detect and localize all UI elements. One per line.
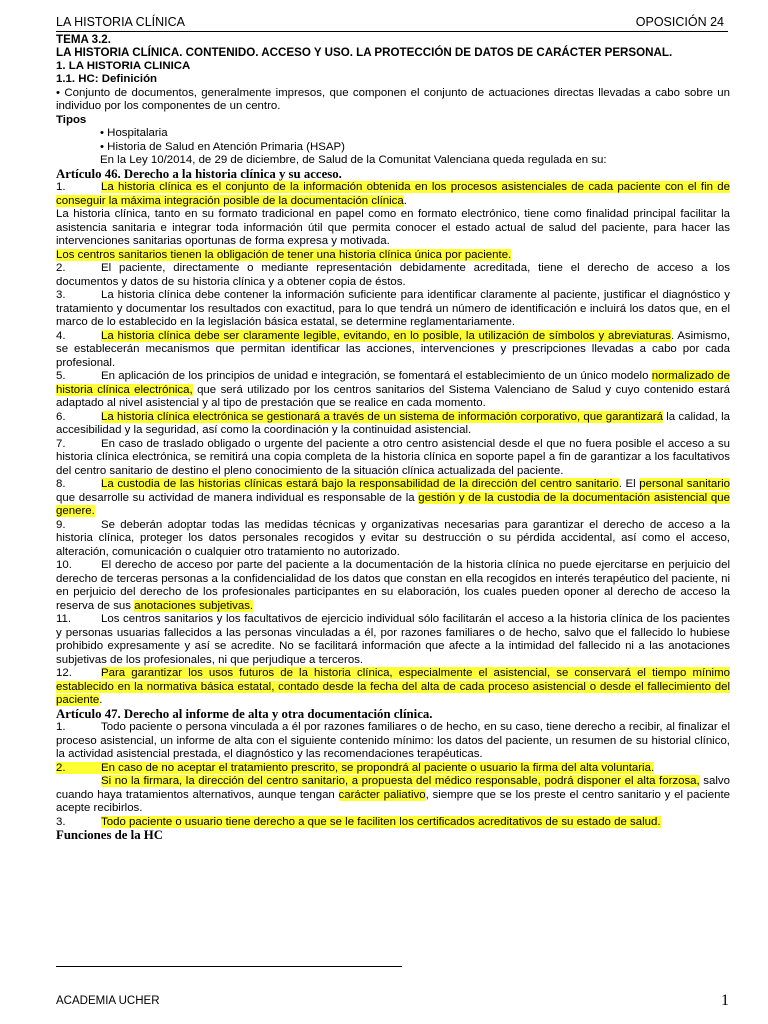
tipo-item: • Hospitalaria	[100, 127, 168, 140]
tema-title: LA HISTORIA CLÍNICA. CONTENIDO. ACCESO Y USO. LA PROTECCIÓN DE DATOS DE CARÁCTER PERSONAL.	[56, 46, 673, 60]
article-paragraph	[56, 249, 730, 263]
paragraph-number: 5.	[56, 370, 66, 383]
footer-rule	[56, 966, 402, 967]
paragraph-text: El paciente, directamente o mediante representación debidamente acreditada, tiene el derecho de acceso a los documentos y datos de su historia clínica y a obtener copia de éstos.	[56, 262, 730, 288]
highlighted-text: normalizado de historia clínica electrónica,	[56, 370, 731, 396]
paragraph-text: . El	[618, 478, 640, 491]
ley-reference: En la Ley 10/2014, de 29 de diciembre, de Salud de la Comunitat Valenciana queda regulada en su:	[100, 154, 607, 167]
section-heading: 1. LA HISTORIA CLINICA	[56, 59, 191, 72]
paragraph-text: En caso de traslado obligado o urgente del paciente a otro centro asistencial desde el que no fuera posible el acceso a su historia clínica electrónica, se remitirá una copia completa de la historia clínica en soporte papel a fin de garantizar a los facultativos del centro sanitario de destino el pleno conocimiento de la situación clínica actualizada del paciente.	[56, 437, 730, 477]
highlighted-text: Los centros sanitarios tienen la obligación de tener una historia clínica única por paciente.	[56, 248, 512, 261]
paragraph-number: 6.	[56, 410, 66, 423]
paragraph-text: Se deberán adoptar todas las medidas técnicas y organizativas necesarias para garantizar el derecho de acceso a la historia clínica, proteger los datos personales recogidos y evitar su destrucción o su pérdida accidental, así como el acceso, alteración, comunicación o cualquier otro tratamiento no autorizado.	[56, 518, 730, 558]
article-paragraph	[56, 289, 730, 330]
paragraph-text: , siempre que se los preste el centro sanitario y el paciente acepte recibirlos.	[56, 788, 730, 815]
paragraph-number: 10.	[56, 559, 72, 572]
highlighted-text: La historia clínica debe ser claramente legible, evitando, en lo posible, la utilización de símbolos y abreviaturas	[101, 329, 671, 342]
highlighted-text: En caso de no aceptar el tratamiento prescrito, se propondrá al paciente o usuario la firma del alta voluntaria.	[101, 761, 655, 774]
paragraph-number: 3.	[56, 815, 66, 828]
article-paragraph	[56, 762, 730, 776]
article-paragraph	[56, 667, 730, 708]
page-number: 1	[721, 992, 729, 1009]
article-paragraph	[56, 330, 730, 371]
article-paragraph	[56, 262, 730, 289]
paragraph-text: salvo cuando haya tratamientos alternativos, aunque tengan	[56, 775, 730, 801]
tipos-label: Tipos	[56, 113, 87, 126]
highlighted-text: La historia clínica es el conjunto de la información obtenida en los procesos asistenciales de cada paciente con el fin de conseguir la máxima integración posible de la documentación clínica	[56, 181, 730, 207]
paragraph-number: 1.	[56, 721, 66, 734]
highlighted-text: Todo paciente o usuario tiene derecho a que se le faciliten los certificados acreditativos de su estado de salud.	[101, 815, 661, 828]
paragraph-number: 7.	[56, 437, 66, 450]
paragraph-text: . Asimismo, se establecerán mecanismos que permitan identificar las acciones, intervenciones y prescripciones llevadas a cabo por cada profesional.	[56, 329, 730, 369]
article-paragraph	[56, 411, 730, 438]
paragraph-text: El derecho de acceso por parte del paciente a la documentación de la historia clínica no puede ejercitarse en perjuicio del derecho de terceras personas a la confidencialidad de los datos que constan en ella recogidos en interés terapéutico del paciente, ni en perjuicio del derecho de los profesionales participantes en su elaboración, los cuales pueden oponer al derecho de acceso la reserva de sus	[56, 559, 730, 612]
article-heading: Artículo 46. Derecho a la historia clínica y su acceso.	[56, 166, 342, 181]
paragraph-number: 2.	[56, 262, 66, 275]
article-paragraph	[56, 816, 730, 830]
hc-definition: • Conjunto de documentos, generalmente impresos, que componen el conjunto de actuaciones directas llevadas a cabo sobre un individuo por los componentes de un centro.	[56, 86, 730, 113]
running-header	[56, 14, 728, 32]
paragraph-number: 1.	[56, 181, 66, 194]
article-paragraph	[56, 478, 730, 519]
article-paragraph	[56, 370, 730, 411]
article-paragraph	[56, 519, 730, 560]
paragraph-text: En aplicación de los principios de unidad e integración, se fomentará el establecimiento de un único modelo	[101, 370, 652, 383]
paragraph-text: Los centros sanitarios y los facultativos de ejercicio individual sólo facilitarán el acceso a la historia clínica de los pacientes y personas usuarias fallecidos a las personas vinculadas a él, por razones familiares o de hecho, salvo que el fallecido lo hubiese prohibido expresamente y así se acredite. No se facilitará información que afecte a la intimidad del fallecido ni a las anotaciones subjetivas de los profesionales, ni que perjudique a terceros.	[56, 613, 730, 666]
paragraph-text: la calidad, la accesibilidad y la seguridad, así como la coordinación y la continuidad asistencial.	[56, 410, 730, 437]
highlighted-text: Para garantizar los usos futuros de la historia clínica, especialmente el asistencial, se conservará el tiempo mínimo establecido en la normativa básica estatal, contado desde la fecha del alta de cada proceso asistencial o desde el fallecimiento del paciente	[56, 667, 730, 707]
article-paragraph	[56, 438, 730, 479]
highlighted-text: La custodia de las historias clínicas estará bajo la responsabilidad de la dirección del centro sanitario	[101, 478, 619, 491]
highlighted-text: personal sanitario	[639, 478, 730, 491]
article-paragraph	[56, 721, 730, 762]
subsection-heading: 1.1. HC: Definición	[56, 73, 158, 86]
paragraph-number	[56, 762, 101, 774]
article-paragraph	[56, 559, 730, 613]
highlighted-text: anotaciones subjetivas.	[134, 599, 254, 612]
article-paragraph	[56, 775, 730, 816]
paragraph-number: 3.	[56, 289, 66, 302]
header-title: LA HISTORIA CLÍNICA	[56, 15, 185, 29]
paragraph-text: .	[99, 694, 103, 707]
highlighted-text: Si no la firmara, la dirección del centro sanitario, a propuesta del médico responsable, podrá disponer el alta forzosa,	[101, 775, 700, 788]
paragraph-number: 12.	[56, 667, 72, 680]
header-oposicion: OPOSICIÓN 24	[635, 15, 724, 29]
article-heading: Artículo 47. Derecho al informe de alta y otra documentación clínica.	[56, 706, 433, 721]
article-paragraph	[56, 181, 730, 208]
tipo-item: • Historia de Salud en Atención Primaria (HSAP)	[100, 140, 345, 153]
paragraph-text: que será utilizado por los centros sanitarios del Sistema Valenciano de Salud y cuyo contenido estará adaptado al nivel asistencial y al tipo de prestación que se realice en cada momento.	[56, 383, 730, 410]
paragraph-number: 11.	[56, 613, 72, 626]
paragraph-text: que desarrolle su actividad de manera individual es responsable de la	[56, 491, 419, 504]
highlighted-text: La historia clínica electrónica se gestionará a través de un sistema de información corporativo, que garantizará	[101, 410, 663, 423]
paragraph-text: Todo paciente o persona vinculada a él por razones familiares o de hecho, en su caso, tiene derecho a recibir, al finalizar el proceso asistencial, un informe de alta con el siguiente contenido mínimo: los datos del paciente, un resumen de su historial clínico, la actividad asistencial prestada, el diagnóstico y las recomendaciones terapéuticas.	[56, 721, 730, 761]
article-paragraph	[56, 613, 730, 667]
funciones-heading: Funciones de la HC	[56, 828, 164, 843]
tema-number: TEMA 3.2.	[56, 33, 111, 46]
highlighted-text: gestión y de la custodia de la documentación asistencial que genere.	[56, 491, 730, 518]
footer-academy: ACADEMIA UCHER	[56, 995, 160, 1007]
article-paragraph: La historia clínica, tanto en su formato tradicional en papel como en formato electrónico, tiene como finalidad principal facilitar la asistencia sanitaria e integrar toda información útil que permita conocer el estado actual de salud del paciente, para hacer las intervenciones sanitarias oportunas de forma expresa y motivada.	[56, 208, 730, 248]
paragraph-text: La historia clínica debe contener la información suficiente para identificar claramente al paciente, justificar el diagnóstico y tratamiento y documentar los resultados con exactitud, para lo que tendrá un número de identificación e incluirá los datos que, en el marco de lo establecido en la legislación básica estatal, se determine reglamentariamente.	[56, 289, 730, 329]
highlighted-text: carácter paliativo	[338, 788, 426, 801]
paragraph-number: 9.	[56, 518, 66, 531]
paragraph-number: 4.	[56, 329, 66, 342]
paragraph-number: 8.	[56, 478, 66, 491]
paragraph-text: .	[403, 194, 407, 207]
paragraph-number-text: 2.	[56, 761, 66, 774]
document-body	[56, 33, 730, 843]
